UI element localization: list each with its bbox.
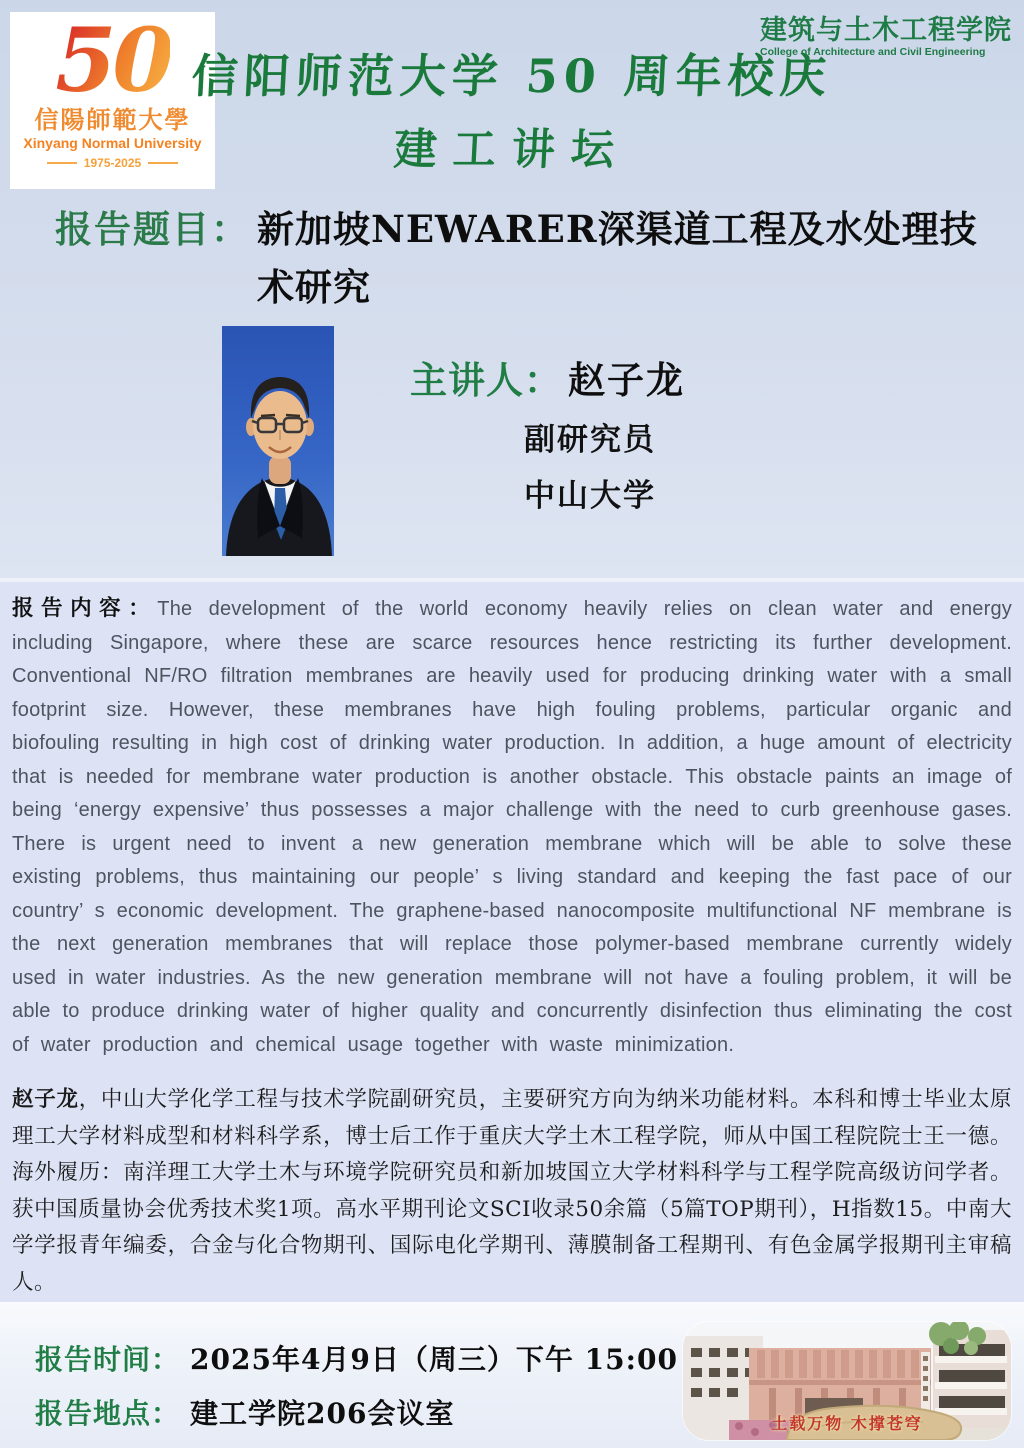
- speaker-name-line: [410, 358, 685, 402]
- event-title-line2: 建工讲坛: [392, 125, 632, 175]
- report-time-label: 报告时间：: [35, 1343, 181, 1376]
- speaker-portrait-photo: [222, 326, 334, 556]
- abstract-paragraph: [12, 592, 1012, 1062]
- college-name-cn: 建筑与土木工程学院: [760, 15, 1012, 46]
- report-location-label: 报告地点：: [35, 1397, 181, 1430]
- logo-university-cn-name: 信陽師範大學: [34, 105, 191, 134]
- report-title-row: [55, 200, 985, 316]
- speaker-label: 主讲人：: [410, 358, 562, 402]
- logo-university-en-name: Xinyang Normal University: [23, 135, 202, 151]
- abstract-text: The development of the world economy heavily relies on clean water and energy including Singapore, where these are scarce resources hence restricting its further development. Conventional NF/RO filtration membranes are heavily used for producing drinking water with a small footprint size. However, these membranes have high fouling problems, particular organic and biofouling resulting in high cost of drinking water production. In addition, a huge amount of electricity that is needed for membrane water production is another obstacle. This obstacle paints an image of being ‘energy expensive’ thus possesses a major challenge with the need to curb greenhouse gases. There is urgent need to invent a new generation membrane which will be able to solve these existing problems, thus maintaining our people’ s living standard and keeping the fast pace of our country’ s economic development. The graphene-based nanocomposite multifunctional NF membrane is the next generation membranes that will replace those polymer-based membrane currently widely used in water industries. As the new generation membrane will not have a fouling problem, it will be able to produce drinking water of higher quality and concurrently disinfection thus eliminating the cost of water production and chemical usage together with waste minimization.: [12, 598, 1012, 1056]
- logo-years-text: 1975-2025: [83, 156, 142, 170]
- report-location-line: [35, 1392, 454, 1432]
- speaker-info-block: [410, 358, 685, 514]
- report-title-label: 报告题目：: [55, 207, 250, 251]
- abstract-label: 报告内容：: [12, 596, 158, 621]
- building-photo-caption: 土载万物 木撑苍穹: [771, 1414, 923, 1433]
- bio-paragraph: [12, 1082, 1012, 1301]
- college-building-photo: [683, 1322, 1011, 1440]
- speaker-position: 副研究员: [524, 422, 656, 458]
- report-time-value: 2025年4月9日（周三）下午 15:00: [190, 1343, 678, 1376]
- report-title-text: 新加坡NEWARER深渠道工程及水处理技术研究: [257, 207, 978, 309]
- report-location-value: 建工学院206会议室: [190, 1397, 455, 1430]
- college-name-en: College of Architecture and Civil Engineering: [760, 46, 986, 58]
- speaker-name: 赵子龙: [568, 358, 685, 402]
- logo-50-number: 50: [55, 8, 170, 112]
- bio-text: ，中山大学化学工程与技术学院副研究员，主要研究方向为纳米功能材料。本科和博士毕业太原理工大学材料成型和材料科学系，博士后工作于重庆大学土木工程学院，师从中国工程院院士王一德。海外履历：南洋理工大学土木与环境学院研究员和新加坡国立大学材料科学与工程学院高级访问学者。获中国质量协会优秀技术奖1项。高水平期刊论文SCI收录50余篇（5篇TOP期刊），H指数15。中南大学学报青年编委，合金与化合物期刊、国际电化学期刊、薄膜制备工程期刊、有色金属学报期刊主审稿人。: [12, 1087, 1012, 1295]
- event-title-line1: 信阳师范大学 50 周年校庆: [190, 49, 834, 103]
- content-section: [0, 578, 1024, 1302]
- header-section: [0, 0, 1024, 578]
- bio-speaker-name: 赵子龙: [12, 1087, 79, 1112]
- report-time-line: [35, 1338, 678, 1378]
- speaker-affiliation: 中山大学: [524, 478, 656, 514]
